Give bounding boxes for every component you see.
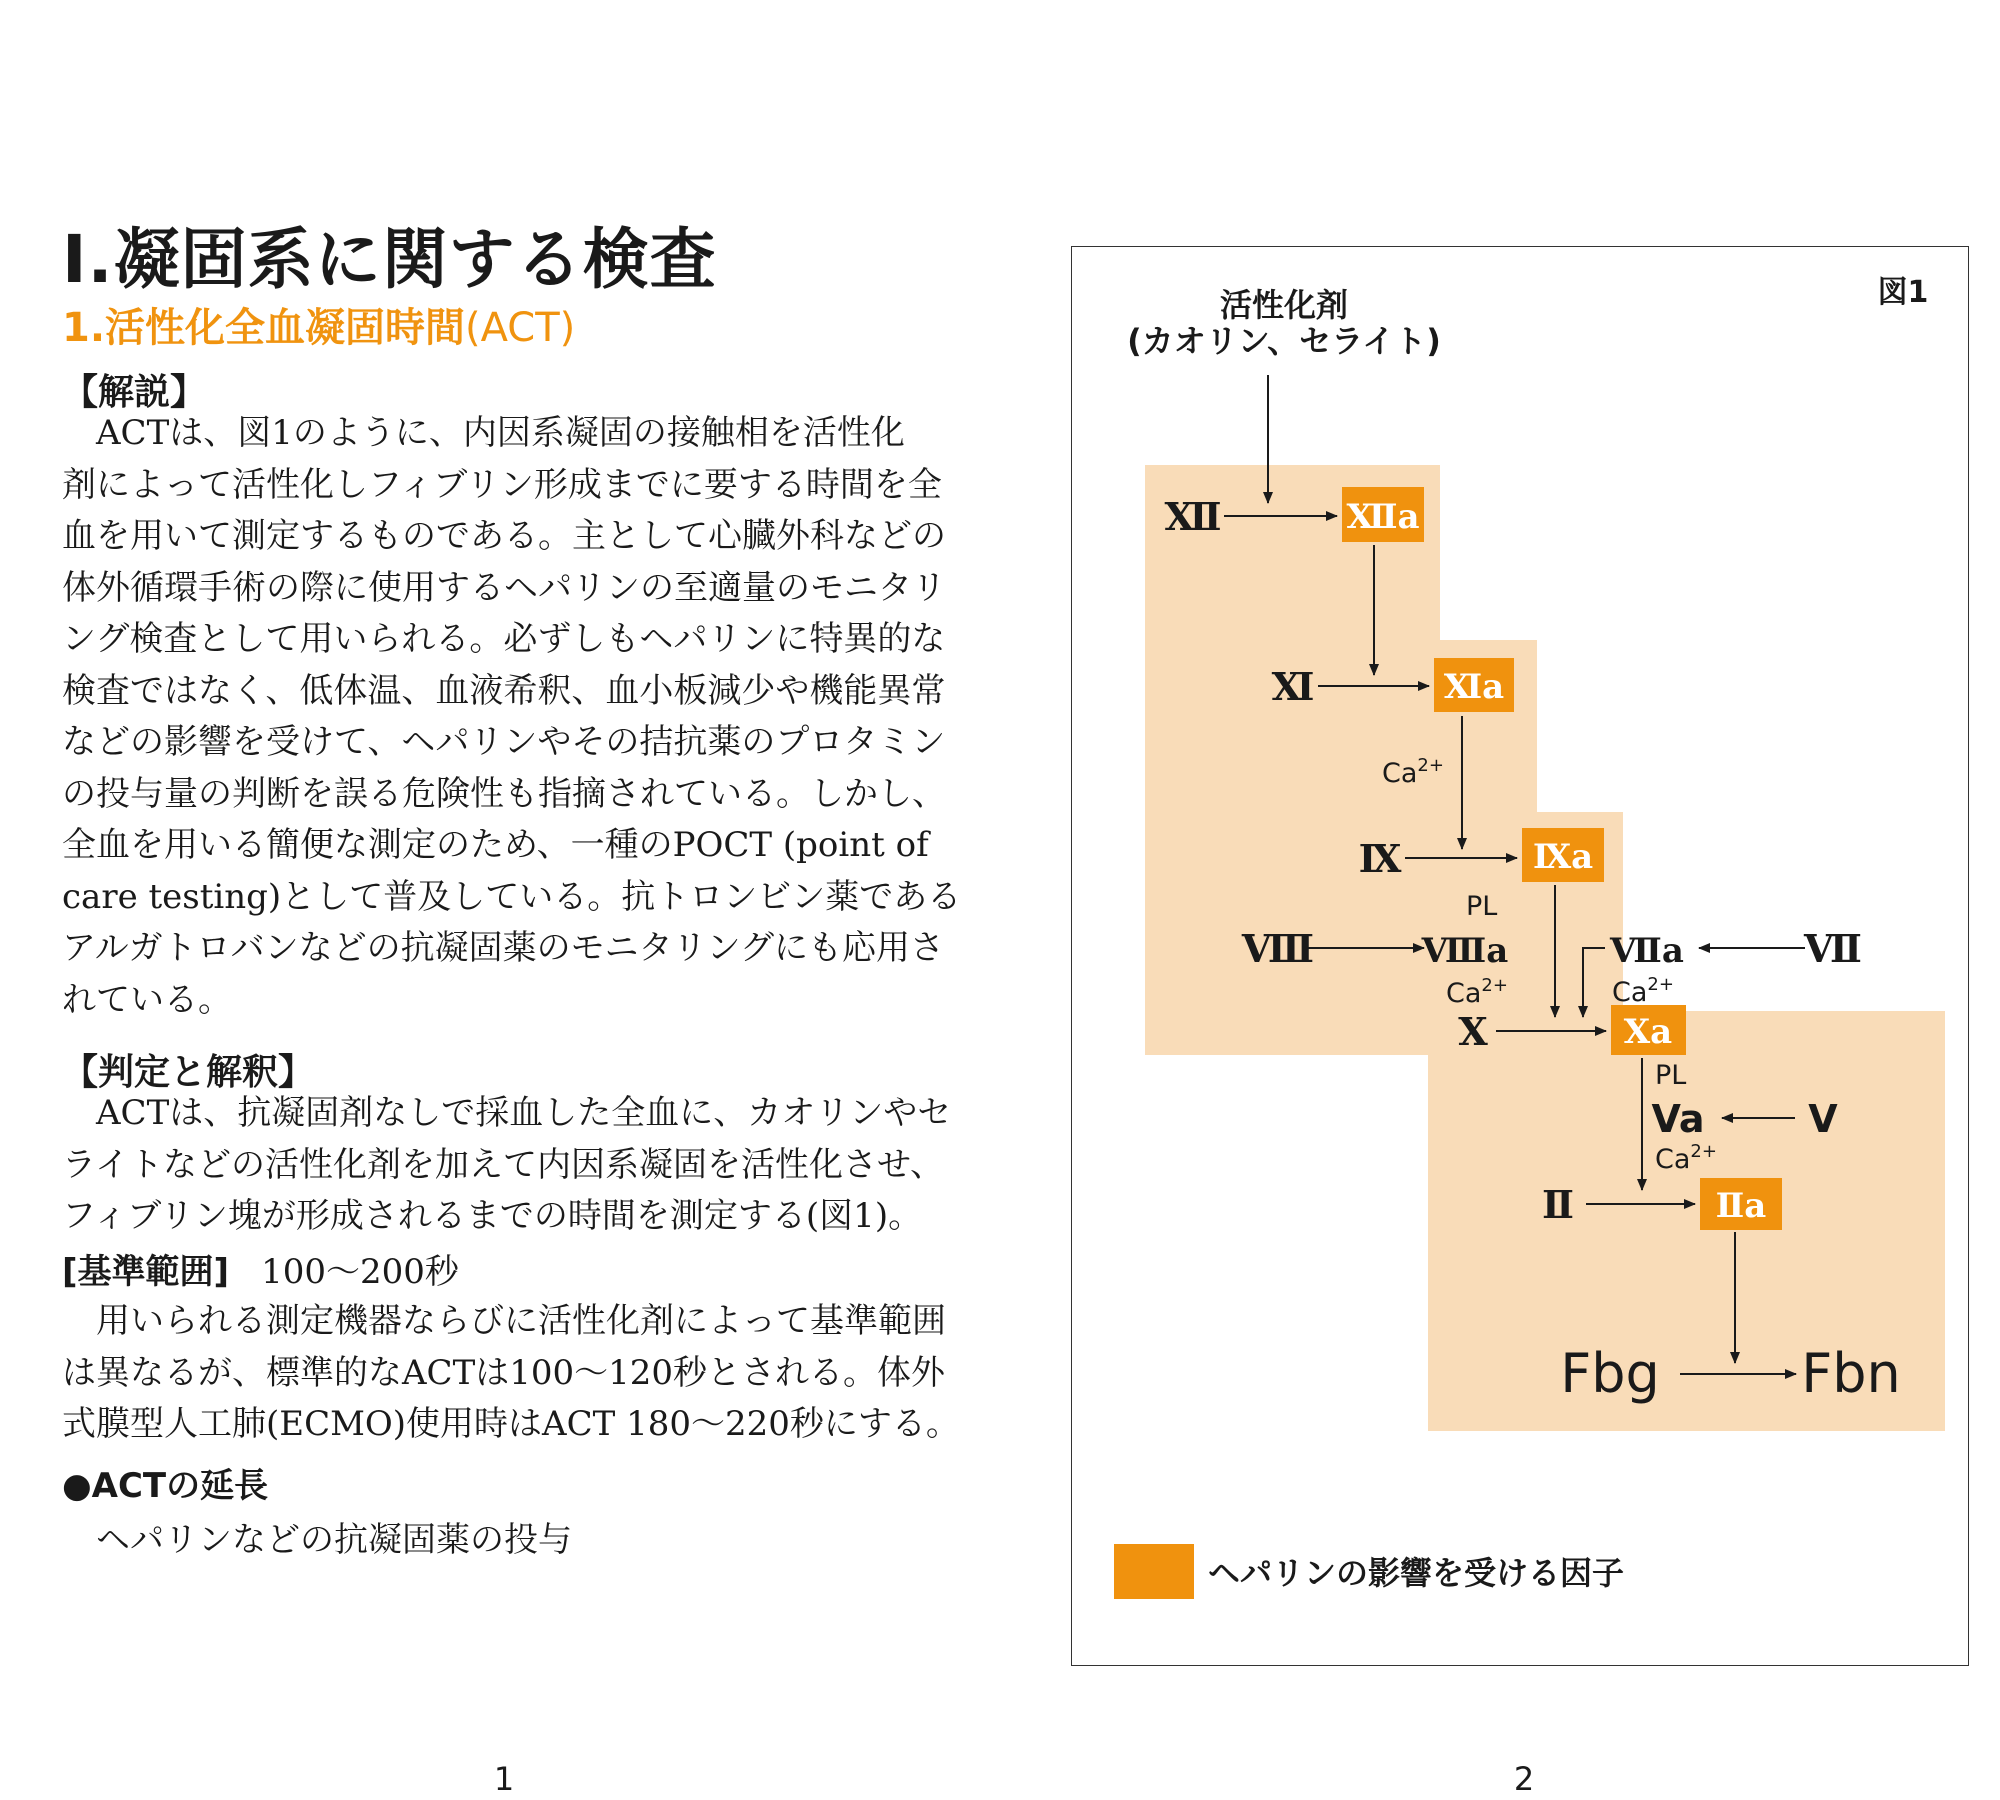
text-line: 式膜型人工肺(ECMO)使用時はACT 180～220秒にする。 <box>62 1404 960 1444</box>
factor-f5a: Va <box>1651 1097 1705 1141</box>
figure-label: 図1 <box>1877 275 1929 310</box>
factor-f7: Ⅶ <box>1804 926 1862 971</box>
page-title: Ⅰ.凝固系に関する検査 <box>62 221 717 298</box>
page-number-left: 1 <box>493 1760 515 1798</box>
text-line: ライトなどの活性化剤を加えて内因系凝固を活性化させ、 <box>62 1144 944 1185</box>
text-line: ACTは、図1のように、内因系凝固の接触相を活性化 <box>96 413 905 453</box>
cofactor-ca-3: $Ca^{2+}$ <box>1612 974 1674 1008</box>
text-line: 剤によって活性化しフィブリン形成までに要する時間を全 <box>62 464 942 505</box>
section-title-main: 1.活性化全血凝固時間 <box>62 305 466 351</box>
activator-examples: (カオリン、セライト) <box>1127 322 1441 360</box>
factor-f8a: Ⅷa <box>1421 931 1509 971</box>
cofactor-ca-2: $Ca^{2+}$ <box>1446 975 1508 1009</box>
factor-f5: V <box>1808 1097 1838 1141</box>
factor-f9a: Ⅸa <box>1532 837 1594 877</box>
text-line: 血を用いて測定するものである。主として心臓外科などの <box>62 516 946 556</box>
text-line: 全血を用いる簡便な測定のため、一種のPOCT (point of <box>62 825 929 865</box>
legend-swatch <box>1114 1544 1194 1599</box>
activator-label: 活性化剤 <box>1219 286 1349 324</box>
factor-f7a: Ⅶa <box>1610 931 1684 971</box>
factor-f8: Ⅷ <box>1241 926 1315 971</box>
cofactor-ca-1: $Ca^{2+}$ <box>1382 755 1444 789</box>
legend-label: ヘパリンの影響を受ける因子 <box>1208 1554 1625 1592</box>
reference-range-label: [基準範囲] <box>62 1252 230 1292</box>
prolongation-text: ヘパリンなどの抗凝固薬の投与 <box>96 1520 572 1560</box>
text-line: アルガトロバンなどの抗凝固薬のモニタリングにも応用さ <box>62 928 944 968</box>
page-number-right: 2 <box>1513 1760 1535 1798</box>
factor-f12: Ⅻ <box>1164 494 1222 539</box>
text-line: は異なるが、標準的なACTは100～120秒とされる。体外 <box>62 1352 946 1393</box>
text-line: ACTは、抗凝固剤なしで採血した全血に、カオリンやセ <box>96 1093 952 1133</box>
text-line: care testing)として普及している。抗トロンビン薬である <box>62 876 962 917</box>
prolongation-heading: ●ACTの延長 <box>62 1466 269 1506</box>
text-line: 体外循環手術の際に使用するヘパリンの至適量のモニタリ <box>62 567 946 608</box>
text-line: れている。 <box>62 979 232 1020</box>
text-line: 用いられる測定機器ならびに活性化剤によって基準範囲 <box>96 1301 946 1341</box>
factor-f10: Ⅹ <box>1458 1009 1488 1054</box>
factor-f10a: Ⅹa <box>1623 1012 1673 1052</box>
text-line: 検査ではなく、低体温、血液希釈、血小板減少や機能異常 <box>62 670 946 711</box>
section-title-abbrev: (ACT) <box>465 305 576 351</box>
text-line: ング検査として用いられる。必ずしもヘパリンに特異的な <box>62 619 946 659</box>
text-line: フィブリン塊が形成されるまでの時間を測定する(図1)。 <box>62 1196 923 1236</box>
factor-f9: Ⅸ <box>1358 836 1402 881</box>
text-line: の投与量の判断を誤る危険性も指摘されている。しかし、 <box>62 773 946 814</box>
factor-f2: Ⅱ <box>1541 1182 1575 1227</box>
factor-f11a: Ⅺa <box>1443 667 1505 707</box>
cofactor-ca-4: $Ca^{2+}$ <box>1655 1141 1717 1175</box>
text-line: などの影響を受けて、ヘパリンやその拮抗薬のプロタミン <box>62 722 946 762</box>
factor-f2a: Ⅱa <box>1715 1186 1767 1226</box>
fibrinogen-label: Fbg <box>1560 1342 1660 1405</box>
cofactor-pl-1: PL <box>1466 891 1498 922</box>
cofactor-pl-2: PL <box>1655 1060 1687 1091</box>
explanation-heading: 【解説】 <box>62 372 207 413</box>
interpretation-heading: 【判定と解釈】 <box>62 1052 315 1093</box>
reference-range-value: 100～200秒 <box>261 1252 459 1292</box>
factor-f11: Ⅺ <box>1271 664 1315 709</box>
fibrin-label: Fbn <box>1801 1342 1901 1405</box>
factor-f12a: Ⅻa <box>1346 497 1420 537</box>
